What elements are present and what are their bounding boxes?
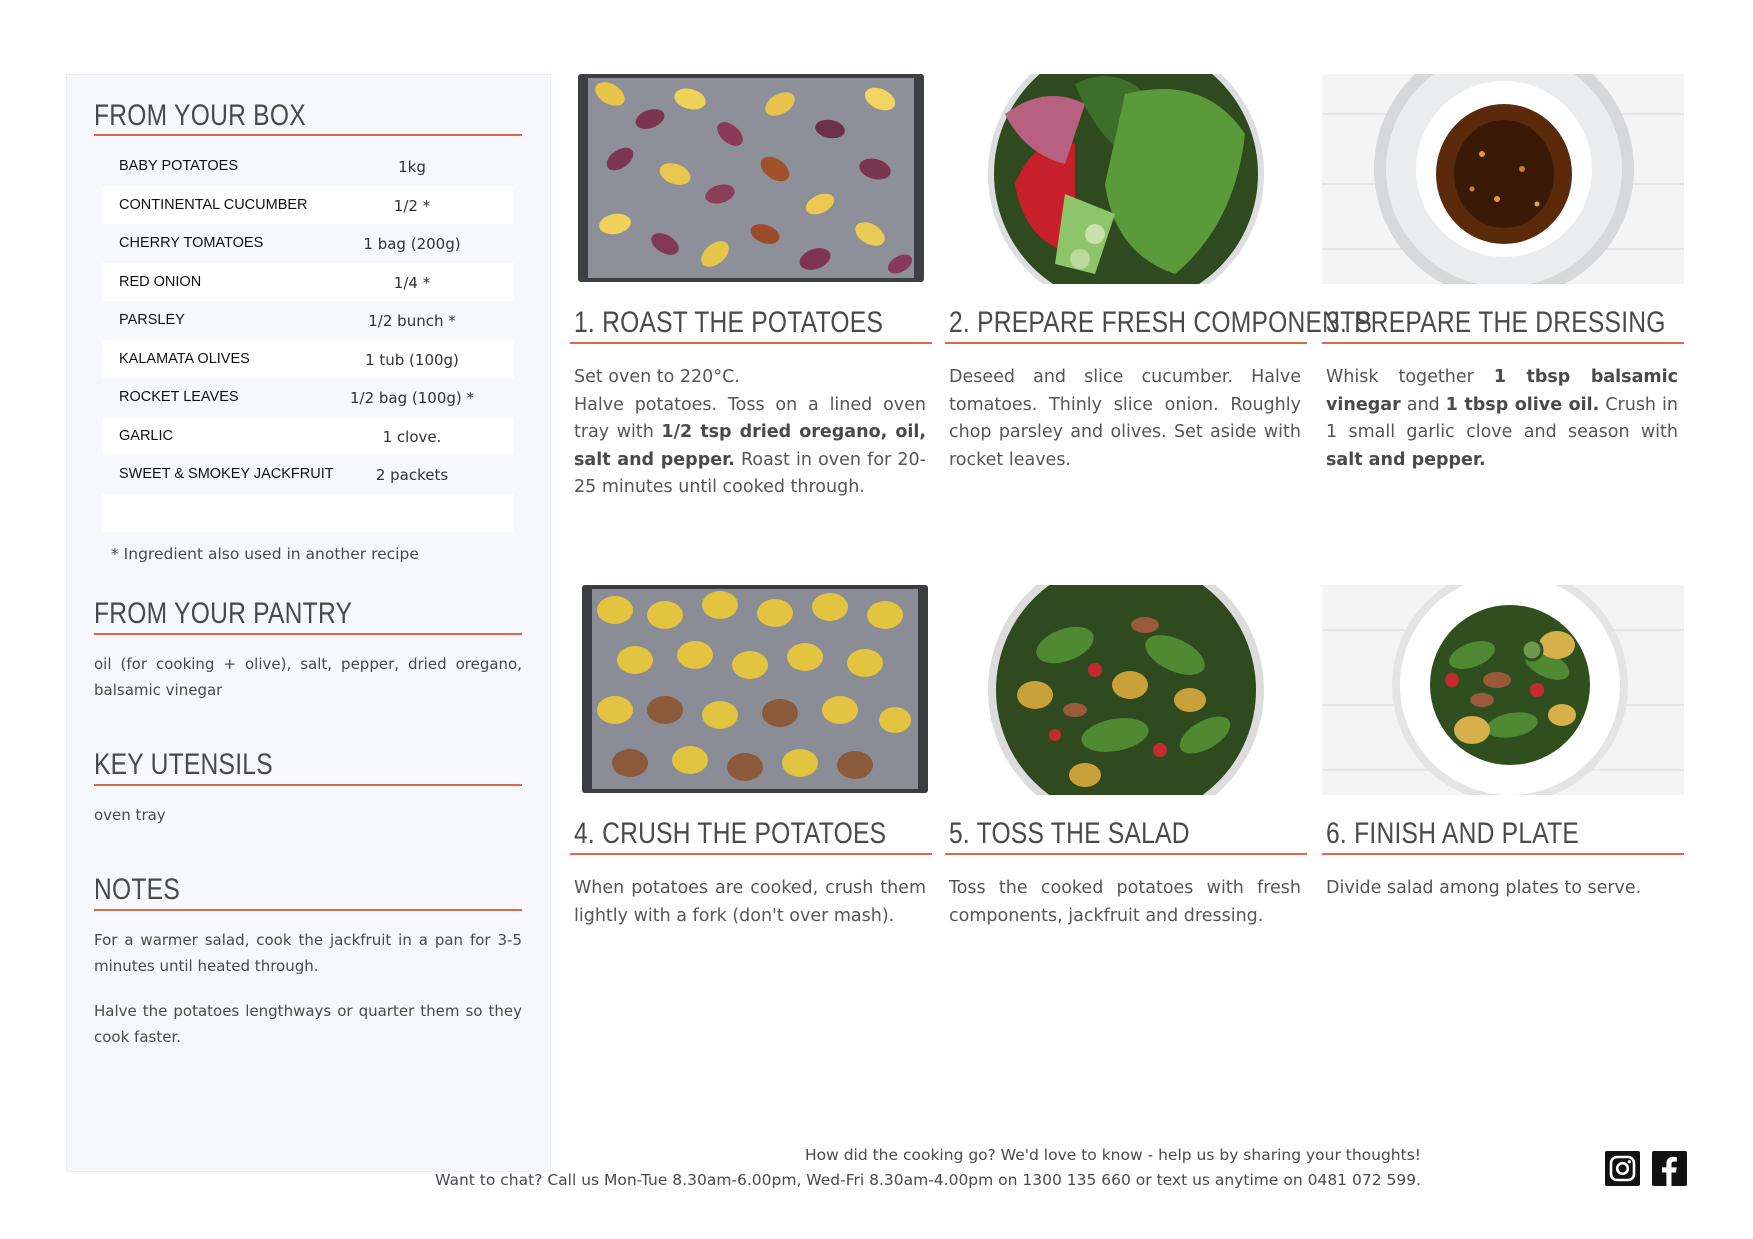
ingredient-quantity: 1/4 * xyxy=(393,273,431,292)
step-text-bold: salt and pepper. xyxy=(1326,449,1486,470)
step-title: 1. ROAST THE POTATOES xyxy=(574,306,884,339)
utensils-text: oven tray xyxy=(94,806,166,824)
step-text-segment: Toss the cooked potatoes with fresh components, jackfruit and dressing. xyxy=(949,878,1301,926)
heading-rule xyxy=(94,633,522,635)
crushed-potatoes-tray-image xyxy=(570,585,932,795)
roasted-potatoes-tray-image xyxy=(570,74,932,284)
tossed-salad-bowl-image xyxy=(945,585,1307,795)
ingredient-quantity: 1 clove. xyxy=(382,427,442,446)
ingredient-name: GARLIC xyxy=(119,427,173,444)
ingredient-footnote: * Ingredient also used in another recipe xyxy=(111,545,419,563)
fresh-components-bowl-image xyxy=(945,74,1307,284)
ingredient-row xyxy=(102,263,514,302)
from-your-pantry-heading: FROM YOUR PANTRY xyxy=(94,597,353,630)
ingredient-row xyxy=(102,455,514,494)
ingredient-quantity: 1 bag (200g) xyxy=(363,235,461,253)
ingredient-quantity: 2 packets xyxy=(375,466,449,484)
step-text-segment: Halve potatoes. Toss on a lined oven tray with xyxy=(574,394,926,442)
step-rule xyxy=(945,853,1307,855)
ingredient-quantity: 1 tub (100g) xyxy=(365,350,459,369)
ingredient-row xyxy=(102,224,514,263)
ingredient-row xyxy=(102,378,514,417)
ingredient-name: RED ONION xyxy=(119,273,202,290)
note-text: For a warmer salad, cook the jackfruit in a pan for 3-5 minutes until heated through. xyxy=(94,931,522,975)
step-text-bold: 1 tbsp olive oil. xyxy=(1445,394,1600,415)
ingredient-row xyxy=(102,147,514,186)
ingredient-row xyxy=(102,340,514,379)
ingredient-quantity: 1/2 bag (100g) * xyxy=(349,389,475,407)
notes-heading: NOTES xyxy=(94,873,180,906)
step-text xyxy=(949,364,1301,474)
step-title: 5. TOSS THE SALAD xyxy=(949,817,1190,850)
ingredient-row-empty xyxy=(102,494,514,532)
note-text: Halve the potatoes lengthways or quarter them so they cook faster. xyxy=(94,1002,522,1046)
step-text-segment: Roast in oven for 20-25 minutes until cooked through. xyxy=(574,449,926,497)
step-text-bold: 1/2 tsp dried oregano, oil, salt and pepper. xyxy=(574,422,926,470)
step-text-segment: When potatoes are cooked, crush them lightly with a fork (don't over mash). xyxy=(574,878,926,926)
step-text xyxy=(949,875,1301,930)
heading-rule xyxy=(94,784,522,786)
ingredient-name: PARSLEY xyxy=(119,312,185,328)
ingredient-name: ROCKET LEAVES xyxy=(119,389,239,405)
ingredient-name: KALAMATA OLIVES xyxy=(119,350,250,367)
step-text xyxy=(1326,364,1678,474)
step-rule xyxy=(1322,342,1684,344)
step-rule xyxy=(1322,853,1684,855)
pantry-text: oil (for cooking + olive), salt, pepper, dried oregano, balsamic vinegar xyxy=(94,655,522,699)
ingredient-quantity: 1kg xyxy=(398,158,426,176)
ingredient-row xyxy=(102,186,514,225)
ingredient-name: BABY POTATOES xyxy=(119,158,238,174)
step-text xyxy=(574,364,926,502)
step-rule xyxy=(570,853,932,855)
step-title: 3. PREPARE THE DRESSING xyxy=(1326,306,1666,339)
facebook-icon[interactable] xyxy=(1652,1151,1687,1186)
ingredient-row xyxy=(102,417,514,456)
ingredient-name: SWEET & SMOKEY JACKFRUIT xyxy=(119,466,334,482)
key-utensils-heading: KEY UTENSILS xyxy=(94,748,273,781)
step-text-segment: and xyxy=(1400,394,1446,415)
step-text-segment: Deseed and slice cucumber. Halve tomatoes. Thinly slice onion. Roughly chop parsley and olives. Set aside with rocket leaves. xyxy=(949,367,1301,470)
step-text-segment: Whisk together xyxy=(1326,367,1494,387)
ingredient-name: CONTINENTAL CUCUMBER xyxy=(119,196,308,213)
step-title: 2. PREPARE FRESH COMPONENTS xyxy=(949,306,1373,339)
ingredient-table xyxy=(102,147,514,532)
from-your-box-heading: FROM YOUR BOX xyxy=(94,99,306,132)
ingredient-quantity: 1/2 bunch * xyxy=(368,312,456,330)
plated-salad-image xyxy=(1322,585,1684,795)
heading-rule xyxy=(94,134,522,136)
step-rule xyxy=(945,342,1307,344)
instagram-icon[interactable] xyxy=(1605,1151,1640,1186)
ingredient-quantity: 1/2 * xyxy=(393,196,431,215)
step-text xyxy=(574,875,926,930)
step-text-segment: Divide salad among plates to serve. xyxy=(1326,878,1642,898)
ingredient-row xyxy=(102,301,514,340)
feedback-text: How did the cooking go? We'd love to know - help us by sharing your thoughts! xyxy=(804,1146,1421,1164)
step-text-segment: Crush in 1 small garlic clove and season with xyxy=(1326,394,1678,442)
ingredients-sidebar xyxy=(66,74,551,1172)
step-text-line: Set oven to 220°C. xyxy=(574,367,740,387)
contact-text: Want to chat? Call us Mon-Tue 8.30am-6.00pm, Wed-Fri 8.30am-4.00pm on 1300 135 660 or text us anytime on 0481 072 599. xyxy=(435,1171,1421,1189)
step-rule xyxy=(570,342,932,344)
footer-contact xyxy=(435,1143,1421,1193)
heading-rule xyxy=(94,909,522,911)
step-title: 4. CRUSH THE POTATOES xyxy=(574,817,887,850)
ingredient-name: CHERRY TOMATOES xyxy=(119,235,264,251)
step-text-bold: 1 tbsp balsamic vinegar xyxy=(1326,367,1678,415)
step-title: 6. FINISH AND PLATE xyxy=(1326,817,1580,850)
step-text xyxy=(1326,875,1678,903)
dressing-bowl-image xyxy=(1322,74,1684,284)
